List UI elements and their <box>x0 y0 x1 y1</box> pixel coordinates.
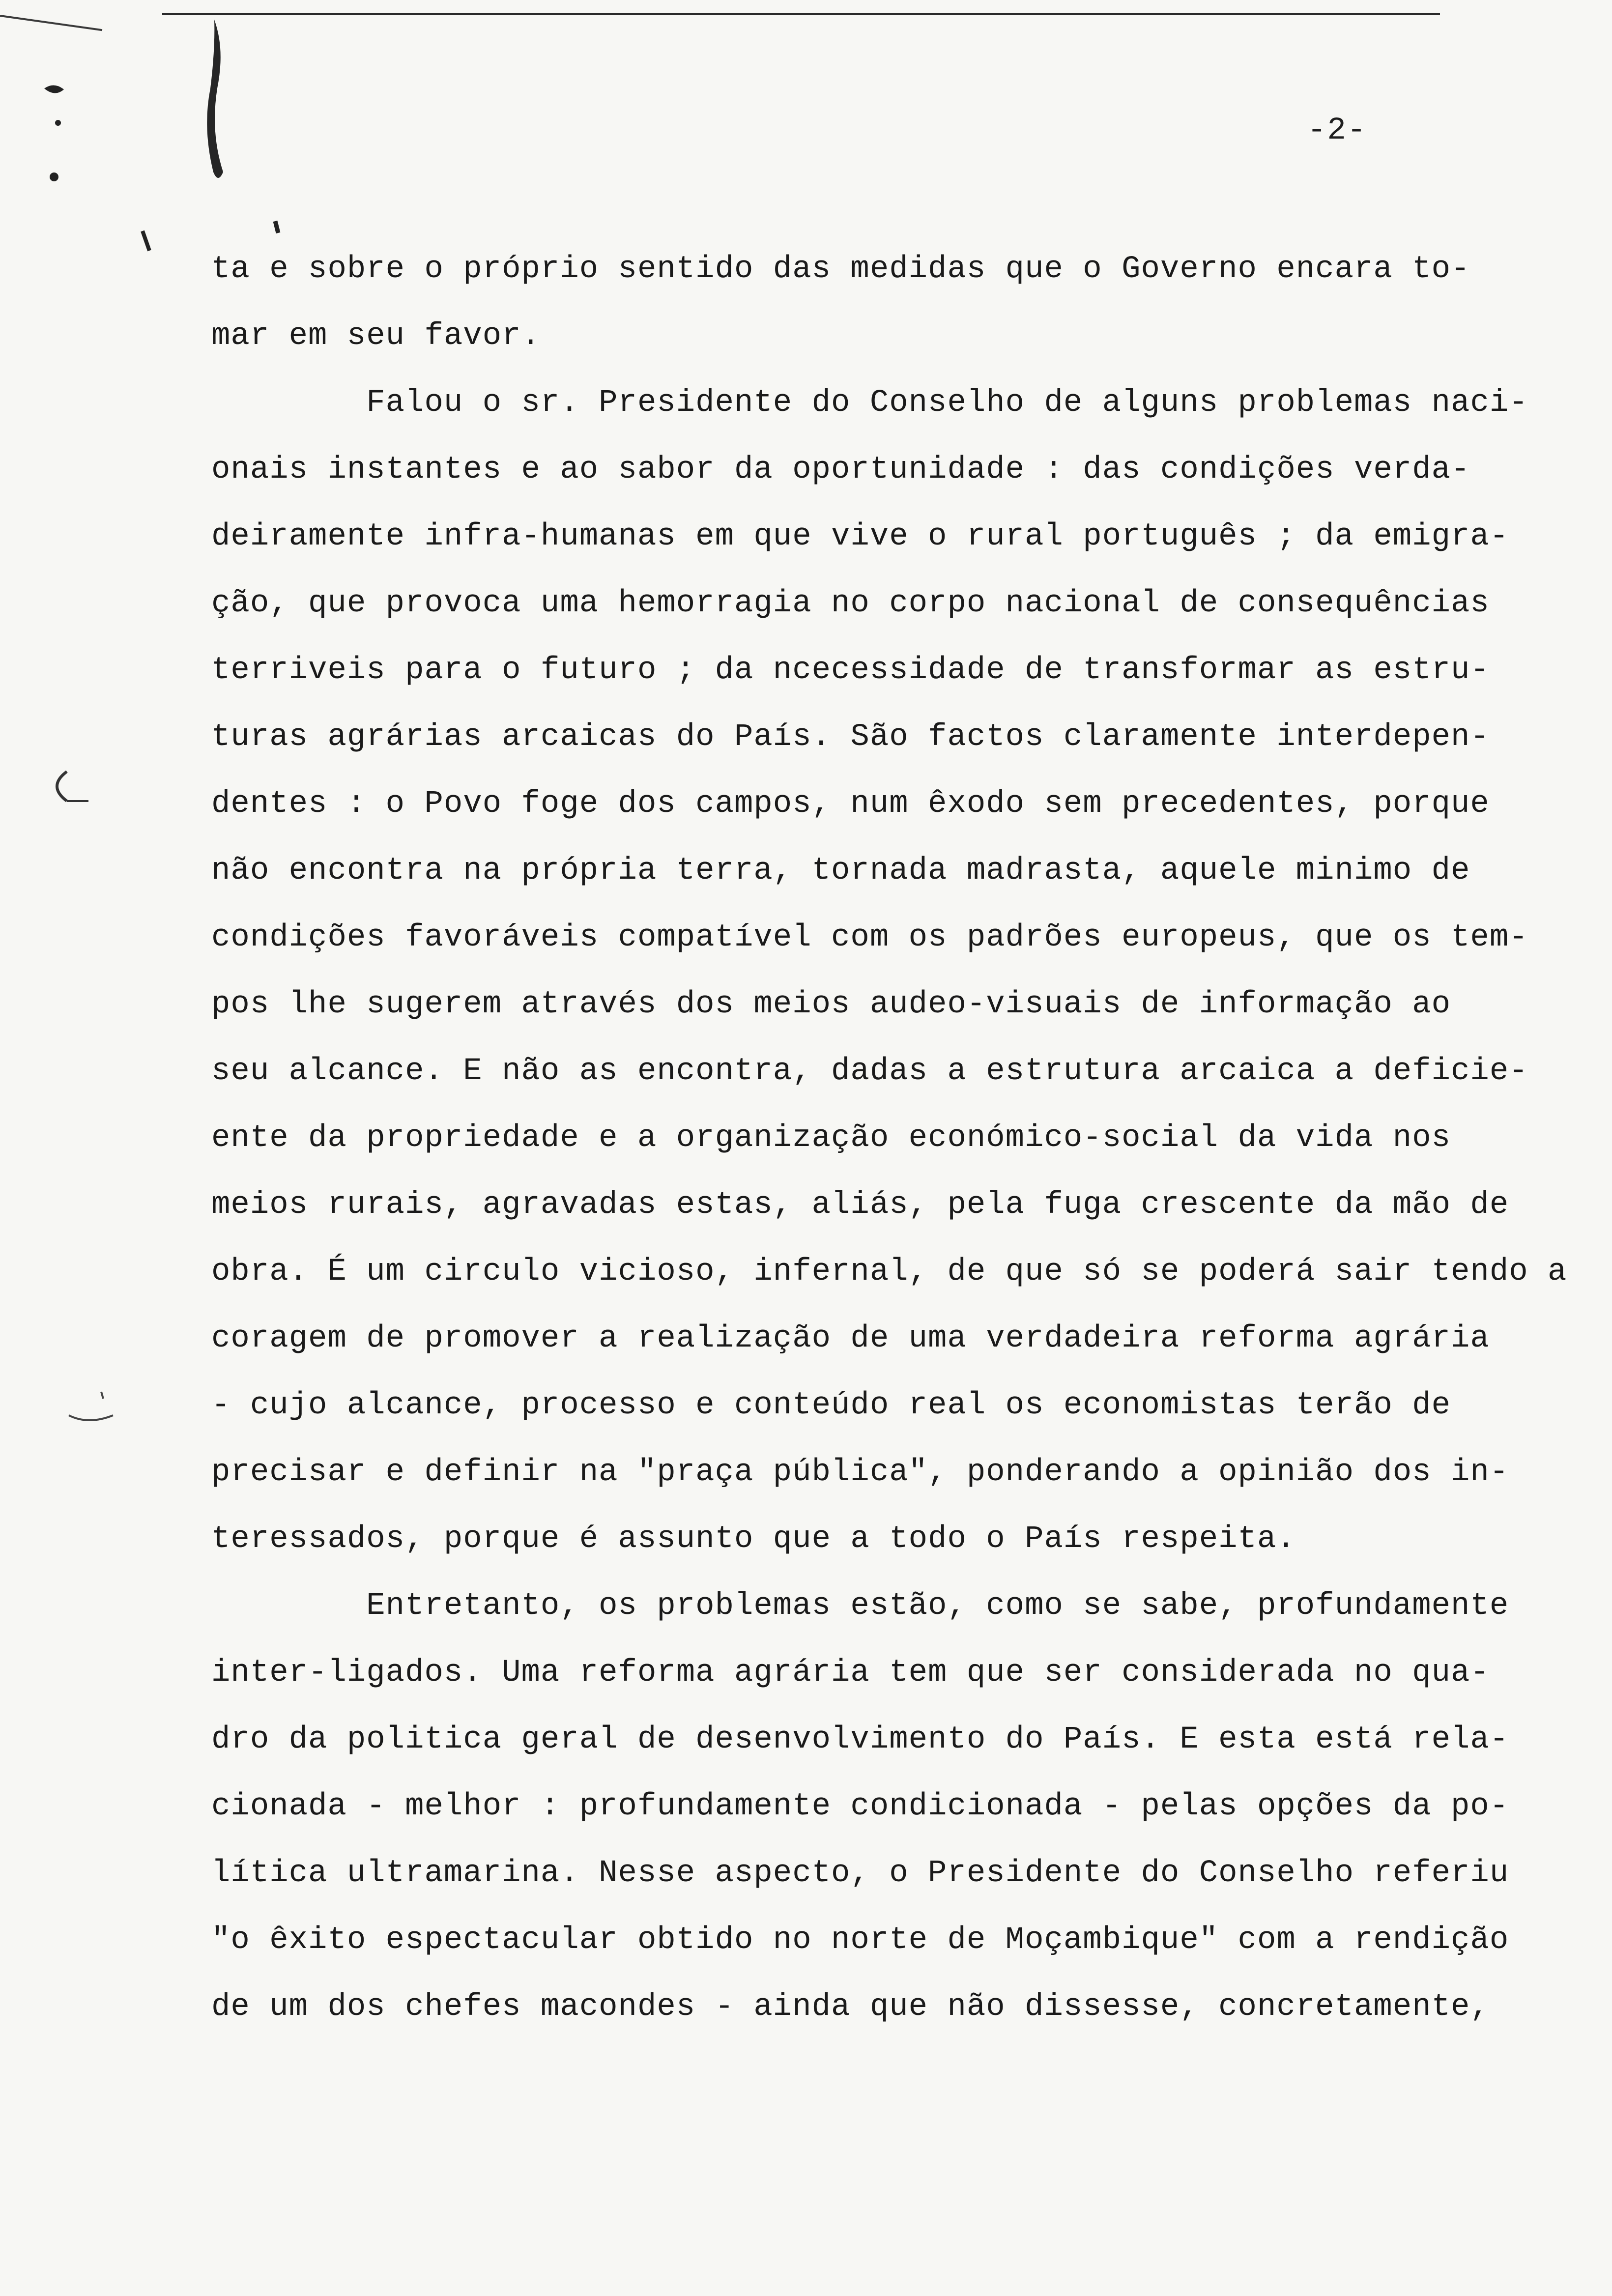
text-line: obra. É um circulo vicioso, infernal, de que só se poderá sair tendo a <box>211 1254 1567 1290</box>
text-line: pos lhe sugerem através dos meios audeo-visuais de informação ao <box>211 987 1451 1022</box>
text-line: de um dos chefes macondes - ainda que não dissesse, concretamente, <box>211 1989 1490 2025</box>
text-line: condições favoráveis compatível com os padrões europeus, que os tem- <box>211 920 1528 955</box>
text-line: turas agrárias arcaicas do País. São factos claramente interdepen- <box>211 719 1490 755</box>
text-line: lítica ultramarina. Nesse aspecto, o Presidente do Conselho referiu <box>211 1856 1509 1891</box>
text-line: teressados, porque é assunto que a todo o País respeita. <box>211 1521 1296 1557</box>
text-line: ta e sobre o próprio sentido das medidas que o Governo encara to- <box>211 252 1470 287</box>
text-line: coragem de promover a realização de uma verdadeira reforma agrária <box>211 1321 1490 1356</box>
text-line: cionada - melhor : profundamente condicionada - pelas opções da po- <box>211 1789 1509 1824</box>
text-line: Falou o sr. Presidente do Conselho de alguns problemas naci- <box>211 385 1528 421</box>
paragraph-3 <box>211 1573 1563 2040</box>
text-line: onais instantes e ao sabor da oportunidade : das condições verda- <box>211 452 1470 488</box>
text-line: dentes : o Povo foge dos campos, num êxodo sem precedentes, porque <box>211 786 1490 822</box>
text-line: ente da propriedade e a organização económico-social da vida nos <box>211 1120 1451 1156</box>
text-line: "o êxito espectacular obtido no norte de Moçambique" com a rendição <box>211 1923 1509 1958</box>
paragraph-2 <box>211 370 1567 1573</box>
text-line: mar em seu favor. <box>211 318 541 354</box>
text-line: meios rurais, agravadas estas, aliás, pela fuga crescente da mão de <box>211 1187 1509 1223</box>
text-line: deiramente infra-humanas em que vive o rural português ; da emigra- <box>211 519 1509 554</box>
text-line: seu alcance. E não as encontra, dadas a estrutura arcaica a deficie- <box>211 1054 1528 1089</box>
text-line: terriveis para o futuro ; da ncecessidade de transformar as estru- <box>211 653 1490 688</box>
text-line: não encontra na própria terra, tornada madrasta, aquele minimo de <box>211 853 1470 889</box>
text-line: Entretanto, os problemas estão, como se sabe, profundamente <box>211 1588 1509 1624</box>
text-line: precisar e definir na "praça pública", ponderando a opinião dos in- <box>211 1455 1509 1490</box>
text-line: ção, que provoca uma hemorragia no corpo nacional de consequências <box>211 586 1490 621</box>
text-line: inter-ligados. Uma reforma agrária tem que ser considerada no qua- <box>211 1655 1490 1691</box>
text-line: dro da politica geral de desenvolvimento do País. E esta está rela- <box>211 1722 1509 1757</box>
text-line: - cujo alcance, processo e conteúdo real os economistas terão de <box>211 1388 1451 1423</box>
paragraph-1 <box>211 236 1563 370</box>
page-number: -2- <box>1307 113 1367 148</box>
body-text <box>211 236 1567 2040</box>
